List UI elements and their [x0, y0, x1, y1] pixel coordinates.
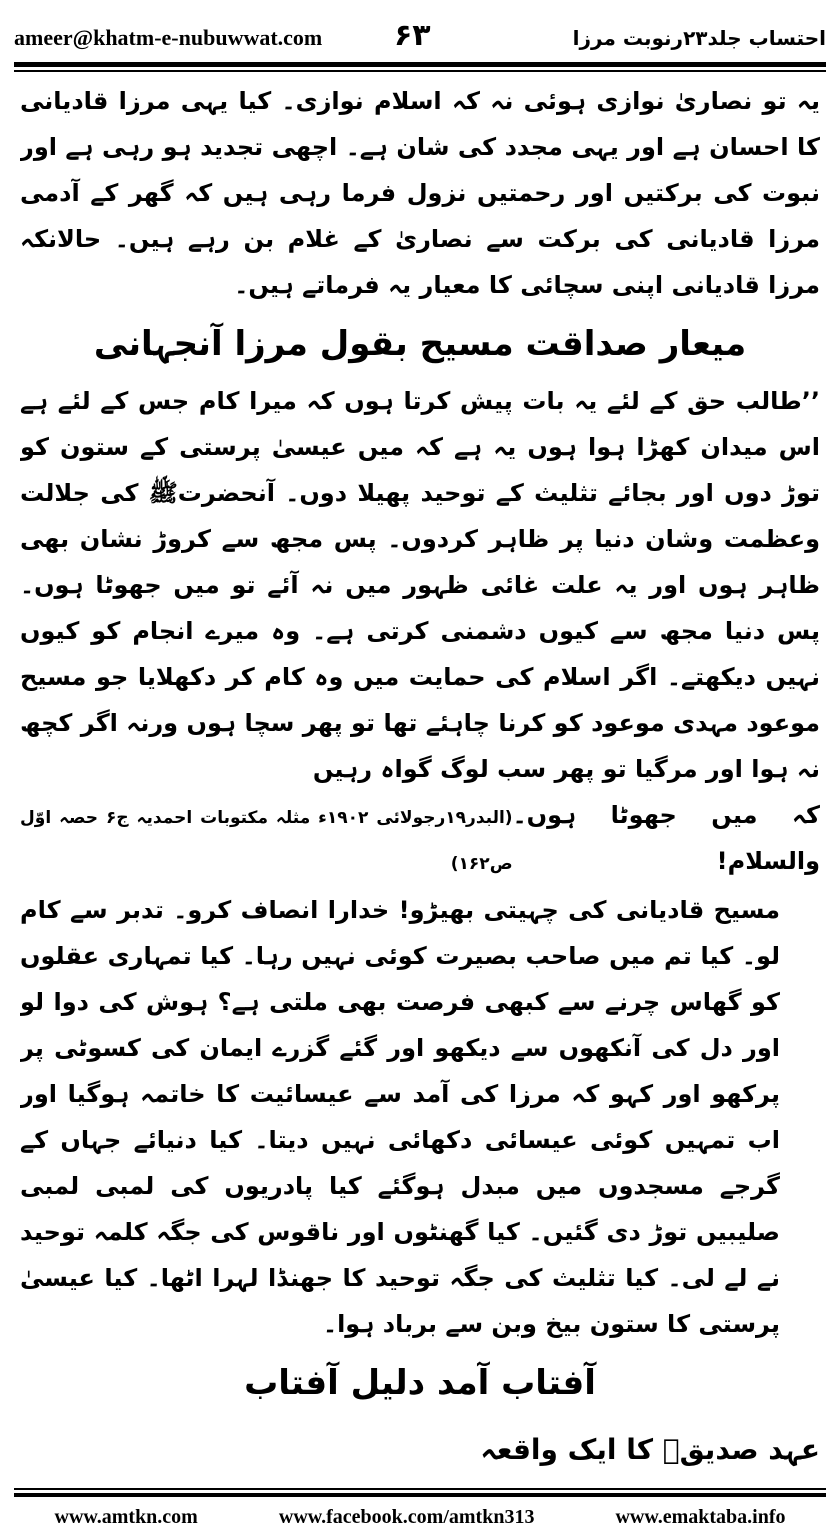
footer-site-1: www.amtkn.com — [54, 1505, 198, 1528]
citation: (البدر۱۹رجولائی ۱۹۰۲ء مثلہ مکتوبات احمدیہ ج۶ حصہ اوّل ص۱۶۲) — [20, 808, 513, 874]
paragraph-3 — [20, 1477, 820, 1478]
paragraph-2: مسیح قادیانی کی چہیتی بھیڑو! خدارا انصاف کرو۔ تدبر سے کام لو۔ کیا تم میں صاحب بصیرت کوئی نہیں رہا۔ کیا تمہاری عقلوں کو گھاس چرنے سے کبھی فرصت بھی ملتی ہے؟ ہوش کی دوا لو اور دل کی آنکھوں سے دیکھو اور گئے گزرے ایمان کی کسوٹی پر پرکھو اور کہو کہ مرزا کی آمد سے عیسائیت کا خاتمہ ہوگیا اور اب تمہیں کوئی عیسائی دکھائی نہیں دیتا۔ کیا دنیائے جہاں کے گرجے مسجدوں میں مبدل ہوگئے کیا پادریوں کی لمبی لمبی صلیبیں توڑ دی گئیں۔ کیا گھنٹوں اور ناقوس کی جگہ کلمہ توحید نے لے لی۔ کیا تثلیث کی جگہ توحید کا جھنڈا لہرا اٹھا۔ کیا عیسیٰ پرستی کا ستون بیخ وبن سے برباد ہوا۔ — [20, 896, 780, 1338]
footer-rule-thin — [14, 1488, 826, 1490]
sub-heading: عہد صدیقؓ کا ایک واقعہ — [480, 1433, 820, 1466]
section-heading-1: میعار صداقت مسیح بقول مرزا آنجہانی — [93, 324, 747, 364]
running-title: احتساب جلد۲۳رنوبت مرزا — [572, 26, 826, 50]
quote-end: کہ میں جھوٹا ہوں۔ والسلام! — [512, 801, 820, 875]
page-header — [14, 14, 826, 62]
page-content — [20, 78, 820, 1478]
quote-end-line — [20, 792, 820, 887]
paragraph-1: یہ تو نصاریٰ نوازی ہوئی نہ کہ اسلام نوازی۔ کیا یہی مرزا قادیانی کا احسان ہے اور یہی مجدد کی شان ہے۔ اچھی تجدید ہو رہی ہے اور نبوت کی برکتیں اور رحمتیں نزول فرما رہی ہیں کہ گھر کے آدمی مرزا قادیانی کی برکت سے نصاریٰ کے غلام بن رہے ہیں۔ حالانکہ مرزا قادیانی اپنی سچائی کا معیار یہ فرماتے ہیں۔ — [20, 87, 820, 299]
page-footer — [14, 1502, 826, 1532]
page-number: ۶۳ — [394, 18, 431, 53]
header-rule-thin — [14, 70, 826, 72]
footer-site-2: www.facebook.com/amtkn313 — [278, 1505, 535, 1528]
quote-paragraph: ’’طالب حق کے لئے یہ بات پیش کرتا ہوں کہ میرا کام جس کے لئے ہے اس میدان کھڑا ہوا ہوں یہ ہے کہ میں عیسیٰ پرستی کے ستون کو توڑ دوں اور بجائے تثلیث کے توحید پھیلا دوں۔ آنحضرتﷺ کی جلالت وعظمت وشان دنیا پر ظاہر کردوں۔ پس مجھ سے کروڑ نشان بھی ظاہر ہوں اور یہ علت غائی ظہور میں نہ آئے تو میں جھوٹا ہوں۔ پس دنیا مجھ سے کیوں دشمنی کرتی ہے۔ وہ میرے انجام کو کیوں نہیں دیکھتے۔ اگر اسلام کی حمایت میں وہ کام کر دکھلایا جو مسیح موعود مہدی موعود کو کرنا چاہئے تھا تو پھر سچا ہوں ورنہ اگر کچھ نہ ہوا اور مرگیا تو پھر سب لوگ گواہ رہیں — [20, 387, 820, 783]
footer-rule — [14, 1493, 826, 1497]
section-heading-2: آفتاب آمد دلیل آفتاب — [244, 1363, 596, 1403]
header-email: ameer@khatm-e-nubuwwat.com — [14, 25, 323, 50]
footer-site-3: www.emaktaba.info — [615, 1505, 786, 1528]
header-rule — [14, 62, 826, 67]
